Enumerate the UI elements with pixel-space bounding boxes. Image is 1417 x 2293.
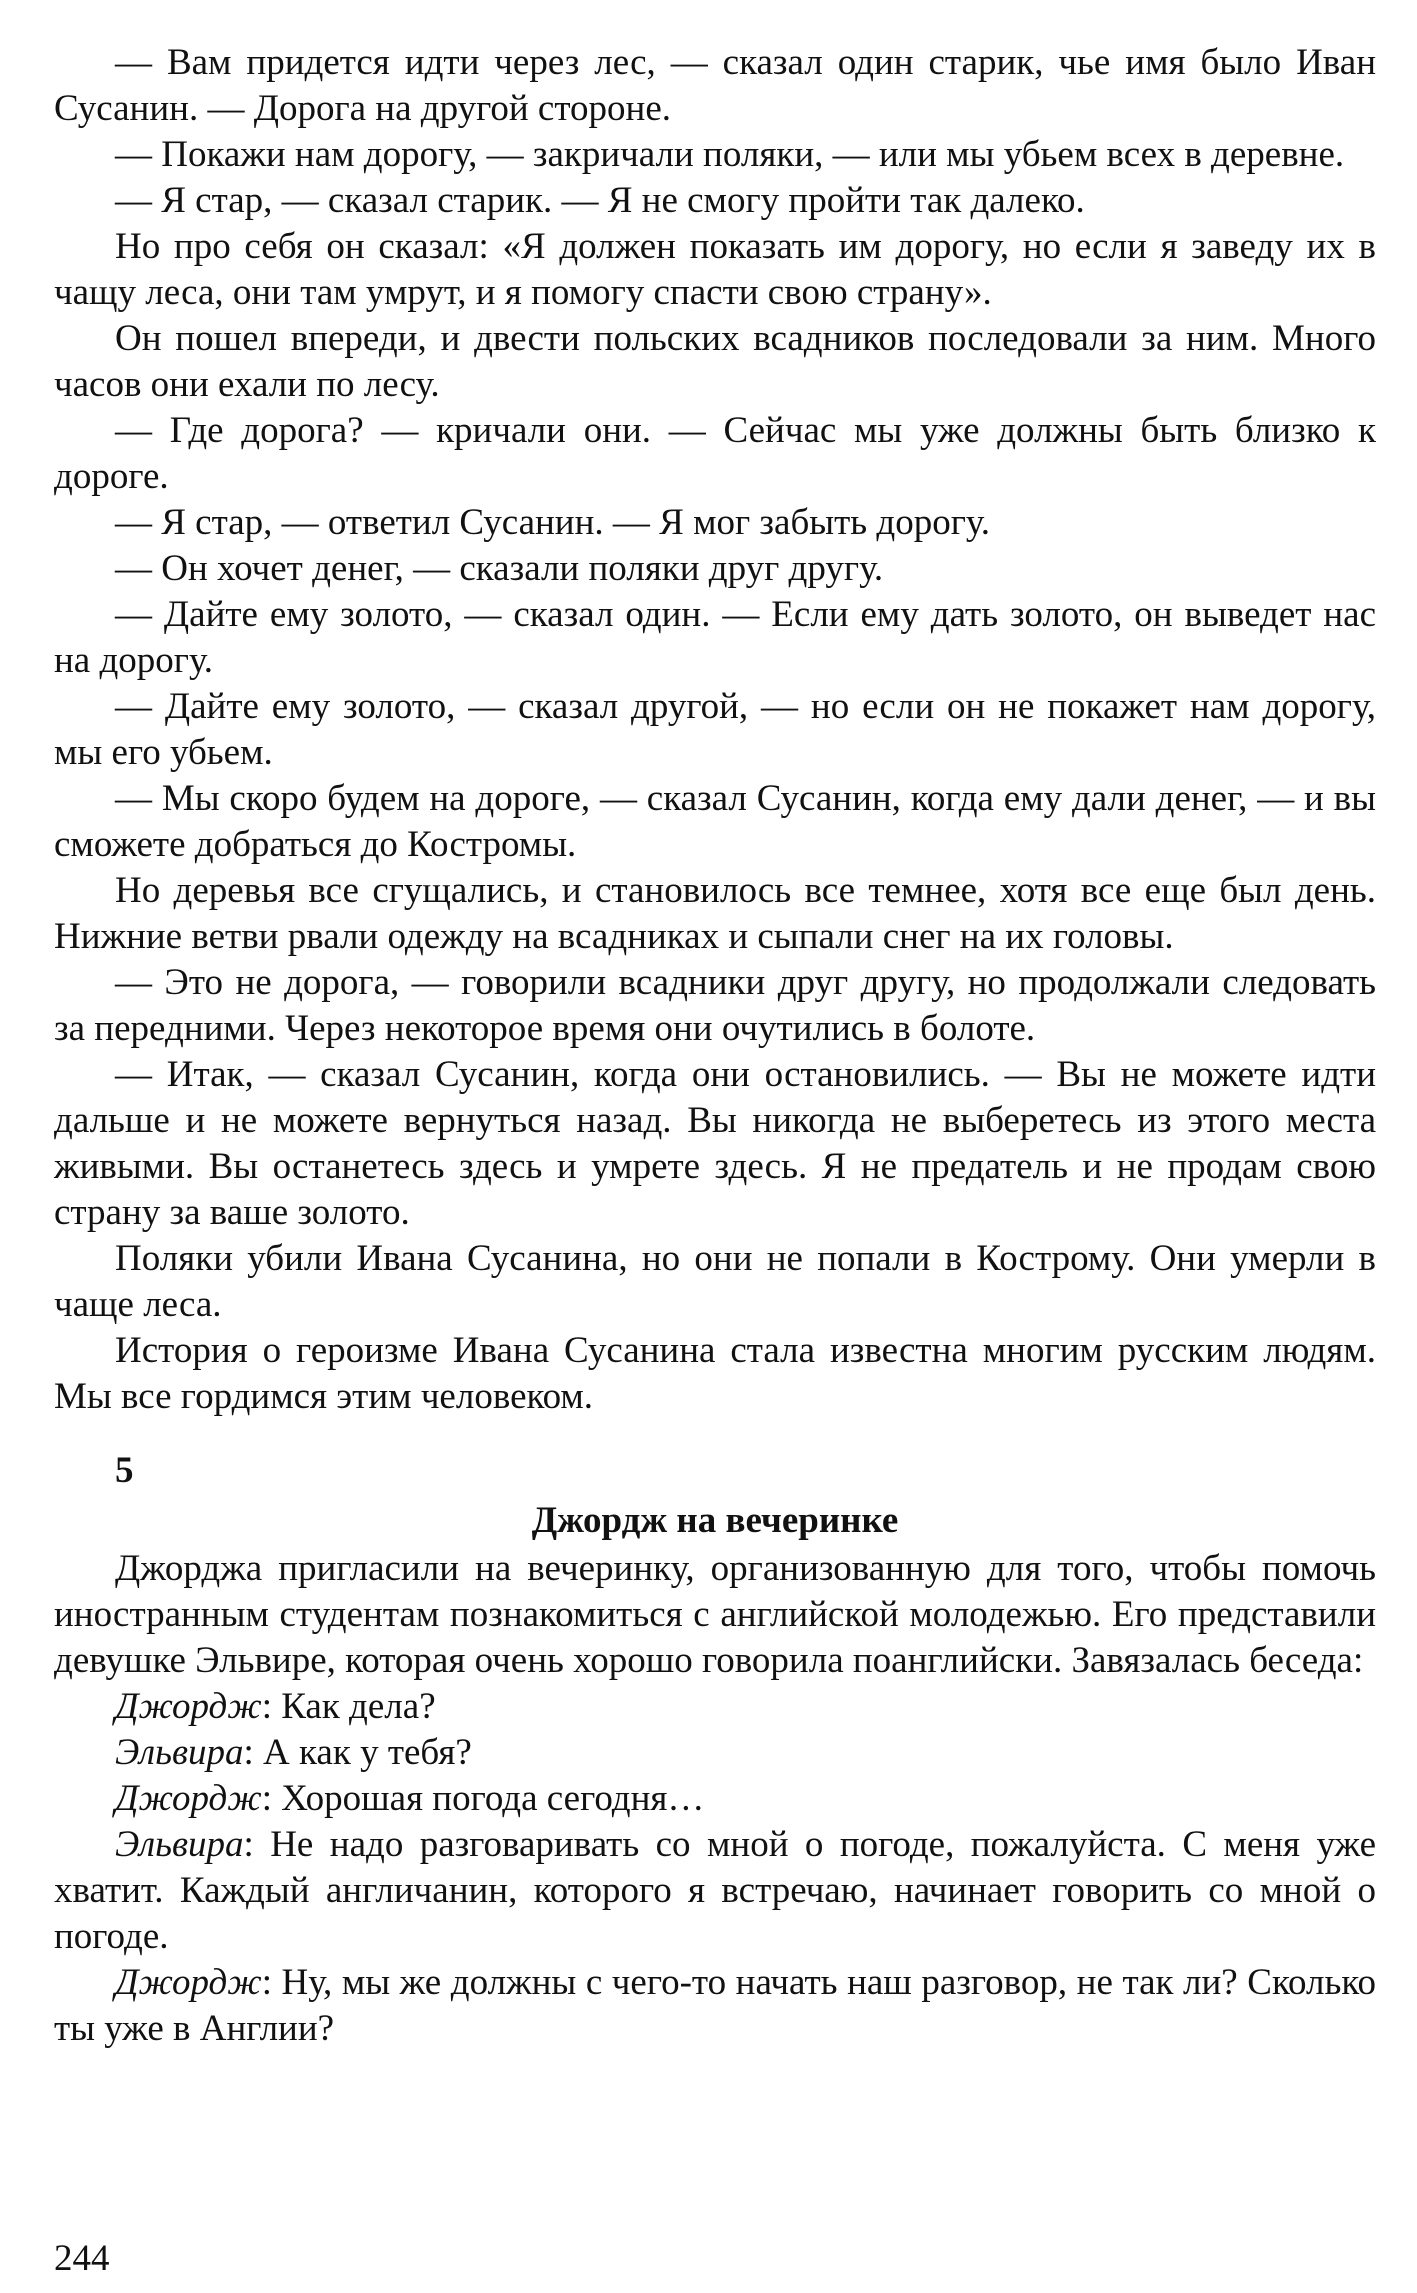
paragraph: — Это не дорога, — говорили всадники друг другу, но продолжали следовать за передними. Через некоторое время они очутились в болоте. bbox=[54, 962, 1376, 1049]
dialogue-line bbox=[54, 1730, 1376, 1776]
dialogue-line bbox=[54, 1822, 1376, 1960]
paragraph: — Где дорога? — кричали они. — Сейчас мы уже должны быть близко к дороге. bbox=[54, 410, 1376, 497]
section-title: Джордж на вечеринке bbox=[531, 1500, 899, 1541]
dialogue-text: : Хорошая погода сегодня… bbox=[261, 1778, 705, 1819]
speaker-name: Эльвира bbox=[115, 1732, 244, 1773]
speaker-name: Эльвира bbox=[115, 1824, 244, 1865]
dialogue-text: : Как дела? bbox=[261, 1686, 436, 1727]
section-number: 5 bbox=[115, 1450, 134, 1491]
dialogue-line bbox=[54, 1960, 1376, 2052]
paragraph: — Мы скоро будем на дороге, — сказал Сусанин, когда ему дали денег, — и вы сможете добраться до Костромы. bbox=[54, 778, 1376, 865]
dialogue-text: : Ну, мы же должны с чего-то начать наш разговор, не так ли? Сколько ты уже в Англии? bbox=[54, 1962, 1376, 2049]
paragraph: Но про себя он сказал: «Я должен показать им дорогу, но если я заведу их в чащу леса, они там умрут, и я помогу спасти свою страну». bbox=[54, 226, 1376, 313]
paragraph: Но деревья все сгущались, и становилось все темнее, хотя все еще был день. Нижние ветви рвали одежду на всадниках и сыпали снег на их головы. bbox=[54, 870, 1376, 957]
section-intro: Джорджа пригласили на вечеринку, организованную для того, чтобы помочь иностранным студентам познакомиться с английской молодежью. Его представили девушке Эльвире, которая очень хорошо говорила поанглийски. Завязалась беседа: bbox=[54, 1548, 1376, 1681]
dialogue-line bbox=[54, 1776, 1376, 1822]
paragraph: История о героизме Ивана Сусанина стала известна многим русским людям. Мы все гордимся этим человеком. bbox=[54, 1330, 1376, 1417]
paragraph: Поляки убили Ивана Сусанина, но они не попали в Кострому. Они умерли в чаще леса. bbox=[54, 1238, 1376, 1325]
paragraph: — Итак, — сказал Сусанин, когда они остановились. — Вы не можете идти дальше и не можете вернуться назад. Вы никогда не выберетесь из этого места живыми. Вы останетесь здесь и умрете здесь. Я не предатель и не продам свою страну за ваше золото. bbox=[54, 1054, 1376, 1233]
dialogue-text: : А как у тебя? bbox=[243, 1732, 472, 1773]
paragraph: — Он хочет денег, — сказали поляки друг другу. bbox=[115, 548, 884, 589]
paragraph: — Дайте ему золото, — сказал другой, — но если он не покажет нам дорогу, мы его убьем. bbox=[54, 686, 1376, 773]
dialogue-text: : Не надо разговаривать со мной о погоде, пожалуйста. С меня уже хватит. Каждый англичанин, которого я встречаю, начинает говорить со мной о погоде. bbox=[54, 1824, 1376, 1957]
paragraph: — Покажи нам дорогу, — закричали поляки, — или мы убьем всех в деревне. bbox=[115, 134, 1345, 175]
book-page bbox=[54, 40, 1376, 2279]
speaker-name: Джордж bbox=[115, 1778, 262, 1819]
paragraph: — Вам придется идти через лес, — сказал один старик, чье имя было Иван Сусанин. — Дорога на другой стороне. bbox=[54, 42, 1376, 129]
story-text bbox=[54, 40, 1376, 1420]
dialogue bbox=[54, 1684, 1376, 2052]
paragraph: — Дайте ему золото, — сказал один. — Если ему дать золото, он выведет нас на дорогу. bbox=[54, 594, 1376, 681]
paragraph: — Я стар, — сказал старик. — Я не смогу пройти так далеко. bbox=[115, 180, 1085, 221]
speaker-name: Джордж bbox=[115, 1962, 262, 2003]
dialogue-line bbox=[54, 1684, 1376, 1730]
page-number: 244 bbox=[54, 2238, 110, 2279]
paragraph: — Я стар, — ответил Сусанин. — Я мог забыть дорогу. bbox=[115, 502, 990, 543]
speaker-name: Джордж bbox=[115, 1686, 262, 1727]
paragraph: Он пошел впереди, и двести польских всадников последовали за ним. Много часов они ехали по лесу. bbox=[54, 318, 1376, 405]
